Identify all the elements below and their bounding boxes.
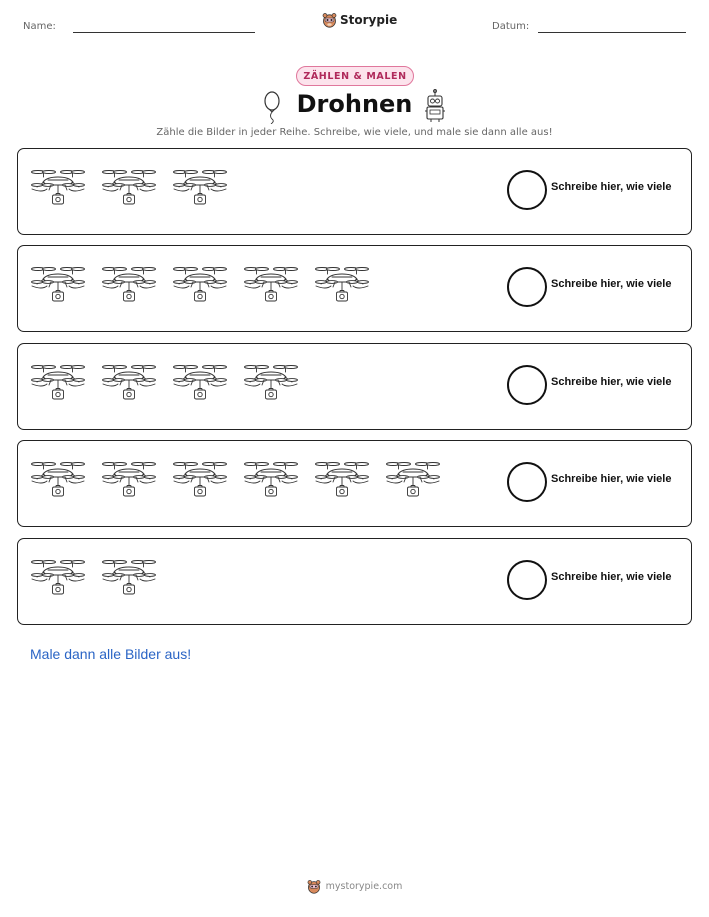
- date-line[interactable]: [538, 32, 686, 33]
- date-label: Datum:: [492, 21, 530, 32]
- answer-circle[interactable]: [507, 560, 547, 600]
- storypie-mascot-icon: [307, 879, 321, 894]
- drone-icon[interactable]: [31, 265, 85, 303]
- storypie-mascot-icon: [322, 12, 337, 28]
- drone-icon[interactable]: [244, 363, 298, 401]
- brand-name: Storypie: [340, 13, 398, 27]
- answer-circle[interactable]: [507, 267, 547, 307]
- robot-icon: [424, 89, 446, 123]
- counting-row: [17, 538, 692, 625]
- instructions: Zähle die Bilder in jeder Reihe. Schreibe, wie viele, und male sie dann alle aus!: [156, 127, 553, 138]
- drone-group: [31, 460, 440, 498]
- drone-group: [31, 168, 227, 206]
- drone-icon[interactable]: [315, 265, 369, 303]
- drone-icon[interactable]: [244, 460, 298, 498]
- answer-circle[interactable]: [507, 365, 547, 405]
- drone-icon[interactable]: [315, 460, 369, 498]
- footer-note: Male dann alle Bilder aus!: [30, 646, 192, 662]
- name-label: Name:: [23, 21, 56, 32]
- answer-circle[interactable]: [507, 462, 547, 502]
- name-line[interactable]: [73, 32, 255, 33]
- drone-icon[interactable]: [173, 460, 227, 498]
- drone-icon[interactable]: [31, 168, 85, 206]
- counting-row: [17, 245, 692, 332]
- counting-row: [17, 148, 692, 235]
- counting-row: [17, 343, 692, 430]
- drone-icon[interactable]: [31, 558, 85, 596]
- drone-group: [31, 265, 369, 303]
- answer-circle[interactable]: [507, 170, 547, 210]
- drone-icon[interactable]: [31, 363, 85, 401]
- answer-label: Schreibe hier, wie viele: [551, 571, 672, 583]
- page-title: Drohnen: [296, 90, 413, 118]
- answer-label: Schreibe hier, wie viele: [551, 473, 672, 485]
- drone-icon[interactable]: [31, 460, 85, 498]
- drone-icon[interactable]: [102, 363, 156, 401]
- drone-icon[interactable]: [173, 363, 227, 401]
- drone-icon[interactable]: [386, 460, 440, 498]
- drone-icon[interactable]: [102, 265, 156, 303]
- footer: [0, 879, 709, 894]
- drone-icon[interactable]: [102, 558, 156, 596]
- drone-group: [31, 558, 156, 596]
- drone-icon[interactable]: [244, 265, 298, 303]
- storypie-logo: [322, 12, 397, 28]
- drone-icon[interactable]: [173, 168, 227, 206]
- answer-label: Schreibe hier, wie viele: [551, 181, 672, 193]
- drone-group: [31, 363, 298, 401]
- answer-label: Schreibe hier, wie viele: [551, 376, 672, 388]
- counting-row: [17, 440, 692, 527]
- answer-label: Schreibe hier, wie viele: [551, 278, 672, 290]
- drone-icon[interactable]: [173, 265, 227, 303]
- category-badge: ZÄHLEN & MALEN: [296, 66, 414, 86]
- footer-url: mystorypie.com: [325, 881, 403, 892]
- drone-icon[interactable]: [102, 460, 156, 498]
- drone-icon[interactable]: [102, 168, 156, 206]
